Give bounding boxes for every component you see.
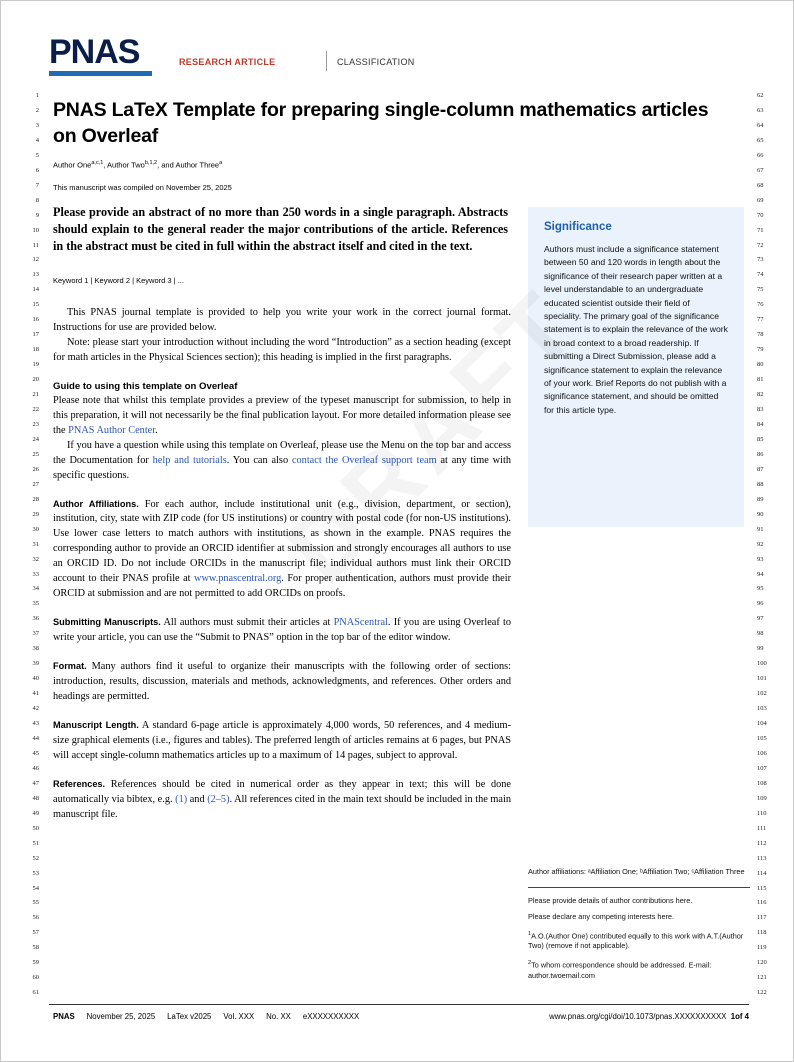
line-number: 33	[32, 570, 39, 578]
line-number: 122	[757, 989, 767, 997]
line-number: 68	[757, 181, 764, 189]
author-two-sup: b,1,2	[144, 160, 158, 166]
line-number: 29	[32, 510, 39, 518]
line-number: 73	[757, 256, 764, 264]
line-number: 25	[32, 450, 39, 458]
line-number: 37	[32, 630, 39, 638]
line-number: 82	[757, 391, 764, 399]
line-number: 10	[32, 226, 39, 234]
line-number: 88	[757, 480, 764, 488]
line-number: 96	[757, 600, 764, 608]
line-number: 53	[32, 869, 39, 877]
line-number: 48	[32, 794, 39, 802]
guide-p1-text-b: .	[155, 424, 158, 436]
line-number: 78	[757, 331, 764, 339]
line-number: 52	[32, 854, 39, 862]
line-number: 4	[35, 136, 39, 144]
line-number: 83	[757, 406, 764, 414]
footnote-1-marker: 1	[528, 930, 532, 937]
submitting-manuscripts-paragraph	[53, 615, 511, 646]
references-paragraph	[53, 777, 511, 823]
line-number: 61	[32, 989, 39, 997]
line-number: 116	[757, 899, 767, 907]
masthead	[49, 35, 749, 81]
line-number: 120	[757, 959, 767, 967]
line-number: 17	[32, 331, 39, 339]
line-number: 119	[757, 944, 767, 952]
logo-underline	[49, 71, 152, 76]
line-number: 14	[32, 286, 39, 294]
line-number: 20	[32, 376, 39, 384]
line-number: 43	[32, 720, 39, 728]
line-number: 30	[32, 525, 39, 533]
page-title: PNAS LaTeX Template for preparing single-column mathematics articles on Overleaf	[53, 99, 709, 147]
line-number: 89	[757, 495, 764, 503]
line-number: 109	[757, 794, 767, 802]
references-text-a: References should be cited in numerical order as they appear in text; this will be done automatically via bibtex, e.g.	[53, 778, 511, 805]
footer-right	[549, 1012, 749, 1021]
author-two: , Author Two	[103, 160, 145, 170]
line-number: 51	[32, 839, 39, 847]
footnote-1	[528, 929, 750, 952]
footer-version: LaTex v2025	[167, 1012, 212, 1021]
footer-pages: 1of 4	[730, 1012, 749, 1021]
line-number: 63	[757, 106, 764, 114]
line-number: 9	[35, 211, 39, 219]
footnote-1-text: A.O.(Author One) contributed equally to this work with A.T.(Author Two) (remove if not applicable).	[528, 930, 744, 951]
competing-interests-note: Please declare any competing interests here.	[528, 912, 675, 921]
footer-divider	[49, 1004, 749, 1005]
line-number: 95	[757, 585, 764, 593]
line-number: 84	[757, 420, 764, 428]
line-number: 86	[757, 450, 764, 458]
author-list	[53, 160, 653, 170]
manuscript-length-text: A standard 6-page article is approximately 4,000 words, 50 references, and 4 medium-size graphical elements (i.e., figures and tables). The preferred length of articles remains at 6 pages, but PNAS will accept single-column mathematics articles up to a maximum of 14 pages, subject to approval.	[53, 719, 511, 761]
line-number: 42	[32, 705, 39, 713]
line-number: 106	[757, 749, 767, 757]
author-notes	[528, 867, 750, 987]
help-and-tutorials-link[interactable]: help and tutorials	[152, 454, 227, 466]
pnascentral-link[interactable]: PNAScentral	[333, 617, 388, 629]
line-number: 101	[757, 675, 767, 683]
line-number: 80	[757, 361, 764, 369]
footer-no: No. XX	[266, 1012, 291, 1021]
line-number: 90	[757, 510, 764, 518]
line-number: 22	[32, 406, 39, 414]
line-number: 65	[757, 136, 764, 144]
author-affiliations-paragraph	[53, 497, 511, 603]
line-number: 40	[32, 675, 39, 683]
footer-left	[53, 1012, 371, 1021]
submitting-text-a: All authors must submit their articles at	[160, 617, 334, 629]
line-number: 18	[32, 346, 39, 354]
line-number: 100	[757, 660, 767, 668]
author-contributions-note: Please provide details of author contributions here.	[528, 895, 693, 905]
line-number: 114	[757, 869, 767, 877]
line-number: 113	[757, 854, 767, 862]
guide-paragraph-2	[53, 439, 511, 484]
pnas-author-center-link[interactable]: PNAS Author Center	[68, 424, 156, 436]
line-number: 105	[757, 734, 767, 742]
author-affiliations-note: Author affiliations: ᵃAffiliation One; ᵇAffiliation Two; ᶜAffiliation Three	[528, 867, 745, 876]
guide-p2-text-c: at any time with specific questions.	[53, 454, 511, 481]
author-three-sup: a	[219, 160, 223, 166]
line-number: 110	[757, 809, 767, 817]
line-number: 41	[32, 690, 39, 698]
line-number: 66	[757, 151, 764, 159]
line-number: 103	[757, 705, 767, 713]
pnascentral-org-link[interactable]: www.pnascentral.org	[194, 573, 282, 585]
line-number: 38	[32, 645, 39, 653]
citation-1-link[interactable]: (1)	[175, 793, 188, 805]
line-number: 24	[32, 435, 39, 443]
line-number: 8	[35, 196, 39, 204]
guide-p1-text-a: Please note that whilst this template provides a preview of the typeset manuscript for submission, to help in this preparation, it will not necessarily be the final publication layout. For more detailed information please see the	[53, 394, 511, 436]
affiliations-text-b: . For proper authentication, authors must provide their ORCID at submission and are not permitted to add ORCIDs on proofs.	[53, 573, 512, 600]
line-number: 2	[35, 106, 39, 114]
line-number: 31	[32, 540, 39, 548]
line-number: 111	[757, 824, 767, 832]
line-number: 102	[757, 690, 767, 698]
line-number: 79	[757, 346, 764, 354]
line-number: 35	[32, 600, 39, 608]
line-numbers-left	[23, 89, 39, 1001]
abstract: Please provide an abstract of no more than 250 words in a single paragraph. Abstracts should explain to the general reader the major contributions of the article. References in the abstract must be cited in full within the abstract itself and cited in the text.	[53, 205, 508, 253]
footnote-2-marker: 2	[528, 959, 532, 966]
line-number: 28	[32, 495, 39, 503]
guide-paragraph-1	[53, 394, 511, 439]
author-three: , and Author Three	[157, 160, 220, 170]
line-number: 32	[32, 555, 39, 563]
references-text-b: and	[187, 793, 208, 805]
line-number: 57	[32, 929, 39, 937]
line-number: 59	[32, 959, 39, 967]
references-label: References.	[53, 778, 106, 789]
affiliations-text-a: For each author, include institutional unit (e.g., division, department, or section), institution, city, state with ZIP code (for US institutions) or country with postal code (for non-US institutions). Use lower case letters to match authors with institutions, as shown in the example. PNAS requires the corresponding author to provide an ORCID identifier at submission and strongly encourages all authors to use an ORCID ID. Do not include ORCIDs in the manuscript file; individual authors must link their ORCID account to their PNAS profile at	[53, 498, 511, 585]
line-number: 26	[32, 465, 39, 473]
footnote-2-text: To whom correspondence should be addressed. E-mail: author.twoemail.com	[528, 960, 712, 980]
line-number: 54	[32, 884, 39, 892]
format-text: Many authors find it useful to organize their manuscripts with the following order of sections: introduction, results, discussion, materials and methods, acknowledgments, and references. Other orders and headings are permitted.	[53, 661, 511, 703]
line-number: 118	[757, 929, 767, 937]
notes-divider-1	[528, 887, 750, 888]
line-number: 1	[35, 92, 39, 99]
line-number: 99	[757, 645, 764, 653]
line-number: 97	[757, 615, 764, 623]
line-number: 19	[32, 361, 39, 369]
line-number: 34	[32, 585, 39, 593]
line-number: 46	[32, 764, 39, 772]
line-number: 62	[757, 92, 764, 99]
line-number: 77	[757, 316, 764, 324]
guide-p2-text-b: . You can also	[226, 454, 292, 466]
line-number: 108	[757, 779, 767, 787]
submitting-manuscripts-label: Submitting Manuscripts.	[53, 617, 161, 628]
line-number: 23	[32, 420, 39, 428]
format-label: Format.	[53, 661, 87, 672]
line-number: 104	[757, 720, 767, 728]
line-number: 121	[757, 974, 767, 982]
line-number: 6	[35, 166, 39, 174]
line-number: 58	[32, 944, 39, 952]
line-number: 27	[32, 480, 39, 488]
footer-doi: www.pnas.org/cgi/doi/10.1073/pnas.XXXXXXXXXX	[549, 1012, 727, 1021]
classification-label: CLASSIFICATION	[337, 57, 415, 67]
intro-paragraph-2: Note: please start your introduction without including the word “Introduction” as a section heading (except for math articles in the Physical Sciences section); this heading is implied in the first paragraphs.	[53, 336, 511, 363]
line-number: 117	[757, 914, 767, 922]
body-column	[53, 306, 511, 823]
line-number: 55	[32, 899, 39, 907]
manuscript-length-paragraph	[53, 718, 511, 764]
line-number: 12	[32, 256, 39, 264]
footer-vol: Vol. XXX	[223, 1012, 255, 1021]
format-paragraph	[53, 659, 511, 705]
masthead-divider	[326, 51, 327, 71]
line-number: 115	[757, 884, 767, 892]
line-number: 74	[757, 271, 764, 279]
footnote-2	[528, 958, 750, 981]
overleaf-support-link[interactable]: contact the Overleaf support team	[291, 454, 437, 466]
line-number: 69	[757, 196, 764, 204]
line-number: 47	[32, 779, 39, 787]
page-footer	[53, 1012, 749, 1021]
line-number: 64	[757, 121, 764, 129]
compiled-date: This manuscript was compiled on November 25, 2025	[53, 183, 232, 192]
line-number: 13	[32, 271, 39, 279]
line-number: 50	[32, 824, 39, 832]
line-number: 56	[32, 914, 39, 922]
significance-heading: Significance	[544, 221, 612, 233]
line-number: 21	[32, 391, 39, 399]
line-number: 49	[32, 809, 39, 817]
line-number: 70	[757, 211, 764, 219]
line-number: 36	[32, 615, 39, 623]
line-number: 5	[35, 151, 39, 159]
manuscript-length-label: Manuscript Length.	[53, 719, 139, 730]
line-number: 39	[32, 660, 39, 668]
line-number: 81	[757, 376, 764, 384]
line-number: 91	[757, 525, 764, 533]
line-number: 92	[757, 540, 764, 548]
line-number: 11	[32, 241, 39, 249]
significance-box	[528, 207, 744, 527]
line-number: 60	[32, 974, 39, 982]
references-text-c: . All references cited in the main text should be included in the main manuscript file.	[53, 793, 511, 820]
author-affiliations-label: Author Affiliations.	[53, 498, 139, 509]
line-number: 85	[757, 435, 764, 443]
line-number: 7	[35, 181, 39, 189]
author-one: Author One	[53, 160, 92, 170]
line-number: 67	[757, 166, 764, 174]
line-number: 15	[32, 301, 39, 309]
intro-paragraph-1: This PNAS journal template is provided to help you write your work in the correct journal format. Instructions for use are provided below.	[53, 307, 511, 333]
footer-date: November 25, 2025	[86, 1012, 156, 1021]
line-number: 94	[757, 570, 764, 578]
line-number: 72	[757, 241, 764, 249]
line-number: 45	[32, 749, 39, 757]
line-number: 16	[32, 316, 39, 324]
line-number: 44	[32, 734, 39, 742]
significance-text: Authors must include a significance statement between 50 and 120 words in length about the significance of their research paper written at a level understandable to an undergraduate educated scientist outside their field of speciality. The primary goal of the significance statement is to explain the relevance of the work in broad context to a broad readership. If submitting a Direct Submission, please add a significance statement to explain the relevance of your work. Brief Reports do not publish with a significance statement, and should be omitted for this article type.	[544, 244, 728, 415]
line-number: 76	[757, 301, 764, 309]
line-number: 71	[757, 226, 764, 234]
line-number: 87	[757, 465, 764, 473]
line-numbers-right	[757, 89, 773, 1001]
footer-eid: eXXXXXXXXXX	[302, 1012, 360, 1021]
section-heading-guide: Guide to using this template on Overleaf	[53, 380, 238, 392]
keywords: Keyword 1 | Keyword 2 | Keyword 3 | ...	[53, 276, 184, 285]
line-number: 112	[757, 839, 767, 847]
line-number: 75	[757, 286, 764, 294]
footer-journal: PNAS	[53, 1012, 75, 1021]
line-number: 98	[757, 630, 764, 638]
line-number: 107	[757, 764, 767, 772]
author-one-sup: a,c,1	[91, 160, 104, 166]
line-number: 93	[757, 555, 764, 563]
pnas-logo: PNAS	[49, 35, 749, 76]
article-type-label: RESEARCH ARTICLE	[179, 57, 276, 67]
citation-2-5-link[interactable]: (2–5)	[207, 793, 230, 805]
guide-p2-text-a: If you have a question while using this template on Overleaf, please use the Menu on the top bar and access the Documentation for	[53, 439, 511, 466]
line-number: 3	[35, 121, 39, 129]
submitting-text-b: . If you are using Overleaf to write your article, you can use the “Submit to PNAS” option in the top bar of the editor window.	[53, 617, 512, 644]
